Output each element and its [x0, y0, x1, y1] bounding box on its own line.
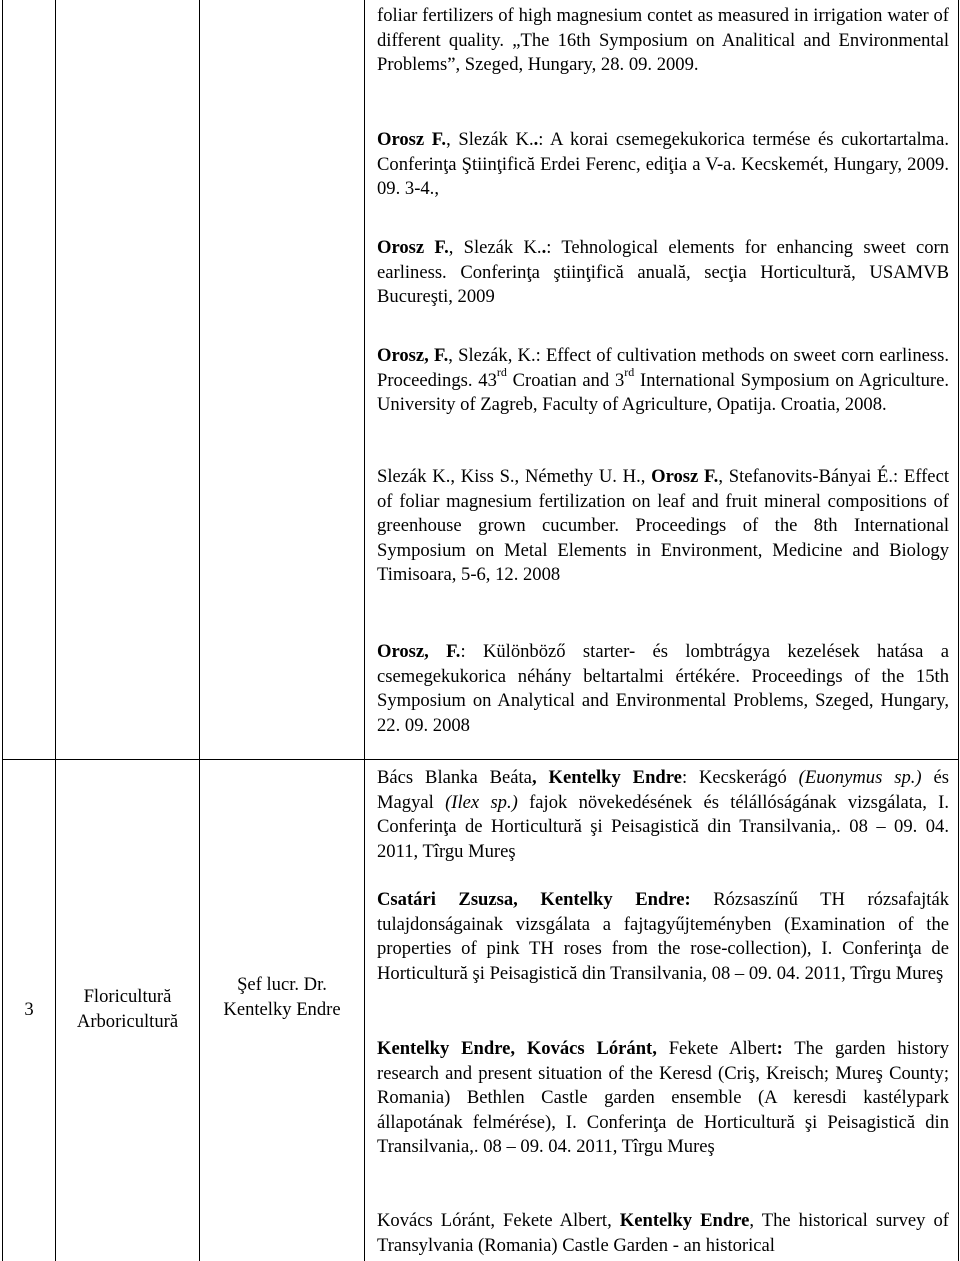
author-name-bold: :: [776, 1038, 783, 1059]
author-name-bold: .: [541, 237, 547, 258]
publication-entry: [377, 1037, 949, 1160]
author-name-bold: Orosz F.: [377, 129, 447, 150]
author-name-bold: .: [533, 129, 539, 150]
publication-entry: [377, 465, 949, 588]
author-name-bold: Orosz F.: [377, 237, 449, 258]
citation-text: fajok növekedésének és télállóságának vizsgálata, I. Conferinţa de Horticultură şi Peisagistică din Transilvania,. 08 – 09. 04. 2011, Tîrgu Mureş: [377, 791, 949, 862]
citation-text: Bács Blanka Beáta: [377, 767, 532, 788]
citation-text: Rózsaszínű TH rózsafajták tulajdonságainak vizsgálata a fajtagyűjteményben (Examination of the properties of pink TH roses from the rose-collection), I. Conferinţa de Horticultură şi Peisagistică din Transilvania, 08 – 09. 04. 2011, Tîrgu Mureş: [377, 889, 949, 984]
species-name-italic: (Ilex sp.): [445, 791, 518, 813]
citation-text: , The historical survey of Transylvania (Romania) Castle Garden - an historical: [377, 1210, 949, 1256]
citation-text: , Slezák K.: [448, 237, 542, 258]
citation-text: The garden history research and present situation of the Keresd (Criş, Kreisch; Mureş County; Romania) Bethlen Castle garden ensemble (A keresdi kastélypark állapotának felmérése), I. Conferinţa de Horticultură şi Peisagistică din Transilvania,. 08 – 09. 04. 2011, Tîrgu Mureş: [377, 1038, 949, 1158]
citation-text: Kovács Lóránt, Fekete Albert,: [377, 1210, 620, 1231]
author-name-bold: Kentelky Endre, Kovács Lóránt,: [377, 1038, 657, 1059]
citation-text: : A korai csemegekukorica termése és cukortartalma. Conferinţa Ştiinţifică Erdei Ferenc, ediţia a V-a. Kecskemét, Hungary, 2009. 09. 3-4.,: [377, 129, 949, 200]
author-name-bold: Csatári Zsuzsa, Kentelky Endre:: [377, 889, 691, 910]
table-border-left: [2, 0, 3, 1261]
column-divider-3: [364, 0, 365, 1261]
table-border-right: [958, 0, 959, 1261]
citation-text: Fekete Albert: [656, 1038, 777, 1059]
row-divider: [2, 759, 959, 760]
citation-text: , Slezák K.: [446, 129, 534, 150]
author-name-bold: , Kentelky Endre: [531, 767, 682, 788]
citation-text: Slezák K., Kiss S., Némethy U. H.,: [377, 466, 652, 487]
citation-text: : Tehnological elements for enhancing sweet corn earliness. Conferinţa ştiinţifică anuală, secţia Horticultură, USAMVB Bucureşti, 2009: [377, 237, 949, 308]
citation-text: , Stefanovits-Bányai É.: Effect of foliar magnesium fertilization on leaf and fruit mineral compositions of greenhouse grown cucumber. Proceedings of the 8th International Symposium on Metal Elements in Environment, Medicine and Biology Timisoara, 5-6, 12. 2008: [377, 466, 949, 586]
superscript: rd: [496, 365, 507, 380]
author-name-bold: Orosz, F.: [377, 345, 449, 366]
publication-entry: [377, 640, 949, 738]
citation-text: , Slezák, K.: Effect of cultivation methods on sweet corn earliness. Proceedings. 43: [377, 345, 949, 391]
publication-entry: [377, 236, 949, 310]
citation-text: Croatian and 3: [506, 369, 625, 391]
publication-entry: [377, 4, 949, 78]
publication-entry: [377, 766, 949, 864]
citation-text: foliar fertilizers of high magnesium contet as measured in irrigation water of different quality. „The 16th Symposium on Analitical and Environmental Problems”, Szeged, Hungary, 28. 09. 2009.: [377, 5, 949, 76]
author-name-bold: Orosz, F.: [377, 641, 461, 662]
publication-entry: [377, 128, 949, 202]
row-number: 3: [24, 999, 34, 1020]
superscript: rd: [624, 365, 635, 380]
citation-text: és Magyal: [377, 767, 949, 813]
publication-entry: [377, 1209, 949, 1258]
discipline-cell: [56, 985, 199, 1034]
citation-text: : Különböző starter- és lombtrágya kezelések hatása a csemegekukorica néhány beltartalmi értékére. Proceedings of the 15th Symposium on Analytical and Environmental Problems, Szeged, Hungary, 22. 09. 2008: [377, 641, 949, 736]
citation-text: International Symposium on Agriculture. University of Zagreb, Faculty of Agriculture, Opatija. Croatia, 2008.: [377, 369, 949, 416]
teacher-line-2: Kentelky Endre: [223, 998, 341, 1020]
column-divider-2: [199, 0, 200, 1261]
column-divider-1: [55, 0, 56, 1261]
author-name-bold: Orosz F.: [651, 466, 719, 487]
species-name-italic: (Euonymus sp.): [798, 767, 922, 788]
discipline-line-2: Arboricultură: [76, 1010, 179, 1032]
discipline-line-1: Floricultură: [83, 986, 172, 1007]
citation-text: : Kecskerágó: [681, 767, 799, 788]
teacher-line-1: Şef lucr. Dr.: [237, 974, 327, 995]
teacher-cell: [200, 973, 364, 1022]
publication-entry: [377, 344, 949, 418]
author-name-bold: Kentelky Endre: [619, 1210, 750, 1231]
publication-entry: [377, 888, 949, 986]
